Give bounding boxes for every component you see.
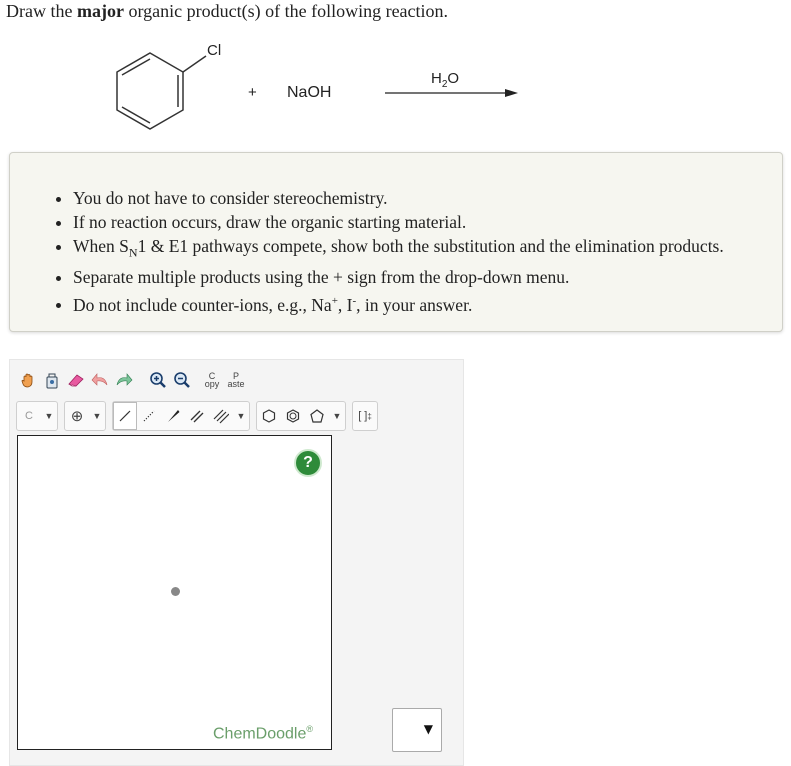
instruction-item [73, 234, 724, 265]
bond-selector[interactable] [112, 401, 250, 431]
bracket-sup: ‡ [367, 411, 372, 421]
question-prompt [6, 1, 448, 22]
chemdoodle-editor [9, 359, 464, 766]
help-button[interactable]: ? [294, 449, 322, 477]
toolbar-row-2 [16, 401, 384, 431]
pan-hand-icon[interactable] [16, 366, 40, 394]
solvent-o: O [447, 70, 460, 87]
product-dropdown[interactable] [392, 708, 442, 752]
plus-sign: + [248, 84, 257, 101]
bracket-tool[interactable] [352, 401, 378, 431]
instruction-subscript: N [128, 245, 138, 260]
reaction-scheme [0, 30, 791, 140]
copy-label-sub: opy [204, 379, 220, 389]
instruction-item: • You do not have to consider stereochemistry. [73, 186, 724, 210]
instruction-text: Do not include counter-ions, e.g., Na [73, 294, 332, 315]
eraser-icon[interactable] [64, 366, 88, 394]
cyclopentane-icon[interactable] [305, 402, 329, 430]
instruction-text: , I [337, 294, 353, 315]
instruction-item: • Separate multiple products using the + sign from the drop-down menu. [73, 265, 724, 289]
copy-button[interactable] [200, 366, 224, 394]
undo-icon[interactable] [88, 366, 112, 394]
instruction-text: 1 & E1 pathways compete, show both the substitution and the elimination products. [137, 236, 724, 256]
chevron-down-icon: ▼ [423, 722, 433, 736]
chemdoodle-logo [213, 724, 313, 743]
cyclohexane-icon[interactable] [257, 402, 281, 430]
zoom-out-icon[interactable] [170, 366, 194, 394]
brand-text: ChemDoodle [213, 725, 307, 743]
prompt-text-bold: major [76, 1, 124, 21]
benzene-icon[interactable] [281, 402, 305, 430]
wedge-bond-icon[interactable] [161, 402, 185, 430]
instruction-superscript: - [352, 294, 357, 307]
hashed-bond-icon[interactable] [137, 402, 161, 430]
single-bond-icon[interactable] [113, 402, 137, 430]
chlorobenzene-structure [0, 30, 791, 140]
reagent-naoh: NaOH [287, 84, 332, 101]
chevron-down-icon[interactable]: ▼ [44, 411, 54, 421]
element-label: C [25, 410, 33, 422]
prompt-text-suffix: organic product(s) of the following reaction. [123, 1, 449, 21]
charge-selector[interactable] [64, 401, 106, 431]
brand-mark: ® [306, 724, 314, 734]
solvent-h: H [431, 70, 442, 87]
lasso-clear-icon[interactable] [40, 366, 64, 394]
paste-label-sub: aste [227, 379, 245, 389]
chevron-down-icon[interactable]: ▼ [236, 411, 246, 421]
redo-icon[interactable] [112, 366, 136, 394]
chevron-down-icon[interactable]: ▼ [332, 411, 342, 421]
chevron-down-icon[interactable]: ▼ [92, 411, 102, 421]
paste-label: P [232, 371, 239, 381]
instructions-box [9, 152, 783, 332]
prompt-text-prefix: Draw the [6, 1, 77, 21]
instruction-item [73, 289, 724, 317]
instruction-text: , in your answer. [356, 294, 473, 315]
chloro-label: Cl [207, 42, 222, 59]
instruction-superscript: + [331, 294, 338, 307]
instruction-item: • If no reaction occurs, draw the organic starting material. [73, 210, 724, 234]
charge-plus-icon: ⊕ [70, 408, 84, 425]
triple-bond-icon[interactable] [209, 402, 233, 430]
double-bond-icon[interactable] [185, 402, 209, 430]
paste-button[interactable] [224, 366, 248, 394]
zoom-in-icon[interactable] [146, 366, 170, 394]
solvent-water [431, 70, 459, 90]
drawing-canvas[interactable] [17, 435, 332, 750]
arrow-head [505, 89, 518, 97]
solvent-subscript: 2 [441, 79, 448, 90]
copy-label: C [208, 371, 216, 381]
ring-selector[interactable] [256, 401, 346, 431]
cursor-dot [171, 587, 180, 596]
instructions-list [10, 186, 724, 316]
bracket-text: [ ] [358, 410, 368, 422]
bracket-label [353, 402, 377, 430]
toolbar-row-1 [16, 365, 248, 395]
instruction-text: When S [73, 236, 129, 256]
element-selector[interactable] [16, 401, 58, 431]
